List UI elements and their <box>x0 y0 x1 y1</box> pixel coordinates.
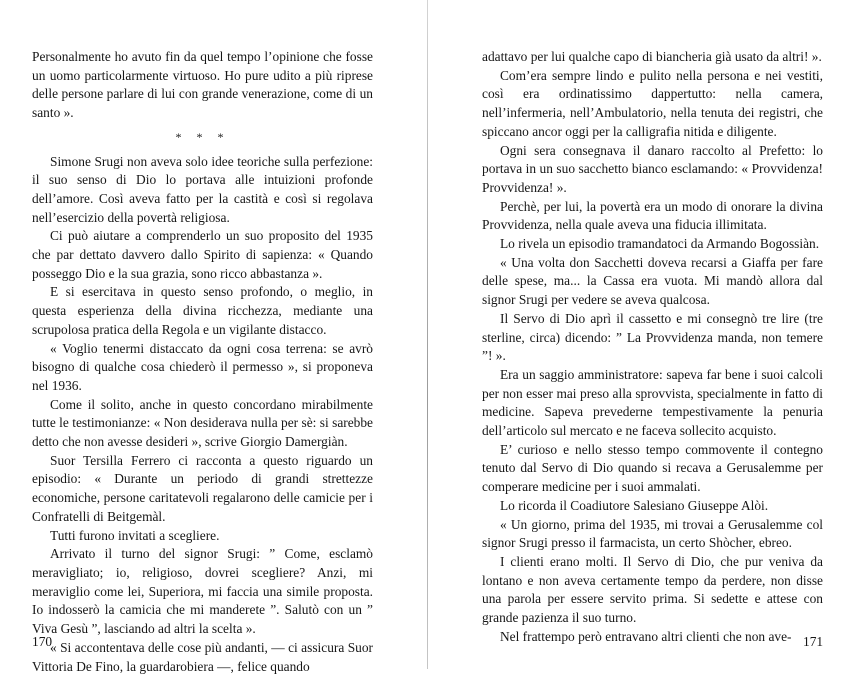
paragraph: Ogni sera consegnava il danaro raccolto al Prefetto: lo portava in un suo sacchetto bianco esclamando: « Provvidenza! Provvidenza! ». <box>482 142 823 195</box>
paragraph: Personalmente ho avuto fin da quel tempo l’opinione che fosse un uomo particolarmente virtuoso. Ho pure udito a più riprese delle persone parlare di lui con grande venerazione, come di un santo ». <box>32 49 373 121</box>
paragraph: Tutti furono invitati a scegliere. <box>50 527 220 543</box>
left-page <box>32 48 373 676</box>
paragraph: Perchè, per lui, la povertà era un modo di onorare la divina Provvidenza, nella quale aveva una fiducia illimitata. <box>482 198 823 233</box>
paragraph: Era un saggio amministratore: sapeva far bene i suoi calcoli per non esser mai preso alla sprovvista, specialmente in fatto di medicine. Sapeva prevederne tempestivamente la penuria dell’articolo sul mercato e ne faceva sollecito acquisto. <box>482 366 823 439</box>
paragraph: Lo rivela un episodio tramandatoci da Armando Bogossiàn. <box>500 236 820 252</box>
paragraph: Lo ricorda il Coadiutore Salesiano Giuseppe Alòi. <box>500 497 769 513</box>
page-number-left: 170 <box>32 634 53 649</box>
page-number-right: 171 <box>803 634 824 649</box>
paragraph: Ci può aiutare a comprenderlo un suo proposito del 1935 che par dettato davvero dallo Spirito di sapienza: « Quando posseggo Dio e la sua grazia, sono ricco abbastanza ». <box>32 228 373 281</box>
paragraph: « Voglio tenermi distaccato da ogni cosa terrena: se avrò bisogno di qualche cosa chiederò il permesso », si proponeva nel 1936. <box>32 340 373 393</box>
book-gutter <box>427 0 428 669</box>
paragraph: « Un giorno, prima del 1935, mi trovai a Gerusalemme col signor Srugi presso il farmacista, un certo Shòcher, ebreo. <box>482 516 823 551</box>
paragraph: Come il solito, anche in questo concordano mirabilmente tutte le testimonianze: « Non desiderava nulla per sè: si sarebbe detto che non avesse desideri », scrive Giorgio Damergiàn. <box>32 396 373 450</box>
paragraph: « Una volta don Sacchetti doveva recarsi a Giaffa per fare delle spese, ma... la Cassa era vuota. Mi mandò allora dal signor Srugi per vedere se aveva qualcosa. <box>482 254 823 308</box>
paragraph: E si esercitava in questo senso profondo, o meglio, in questa esperienza della divina ricchezza, mediante una scrupolosa pratica della Regola e un vigilante distacco. <box>32 284 373 337</box>
right-page <box>482 48 823 647</box>
paragraph: Simone Srugi non aveva solo idee teoriche sulla perfezione: il suo senso di Dio lo portava alle intuizioni profonde dell’amore. Così aveva fatto per la castità e così si regolava nell’esercizio della povertà religiosa. <box>32 153 373 225</box>
paragraph: E’ curioso e nello stesso tempo commovente il contegno tenuto dal Servo di Dio quando si recava a Gerusalemme per comperare medicine per i suoi ammalati. <box>482 441 823 495</box>
paragraph: I clienti erano molti. Il Servo di Dio, che pur veniva da lontano e non aveva certamente tempo da perdere, non disse una parola per essere servito prima. Si sedette e attese con grande pazienza il suo turno. <box>482 553 823 626</box>
paragraph: adattavo per lui qualche capo di biancheria già usato da altri! ». <box>482 49 822 64</box>
paragraph: Nel frattempo però entravano altri clienti che non ave- <box>500 628 792 644</box>
paragraph: Arrivato il turno del signor Srugi: ” Come, esclamò meravigliato; io, religioso, dovrei scegliere? Anzi, mi meraviglio come lei, Superiora, mi faccia una simile proposta. Io indosserò la camicia che mi manderete ”. Salutò con un ” Viva Gesù ”, lasciando ad altri la scelta ». <box>32 546 373 637</box>
paragraph: Com’era sempre lindo e pulito nella persona e nei vestiti, così era ordinatissimo dappertutto: nella camera, nell’infermeria, nell’Ambulatorio, nella tenuta dei registri, che spiccano ancor oggi per la calligrafia nitida e diligente. <box>482 67 823 139</box>
paragraph: Suor Tersilla Ferrero ci racconta a questo riguardo un episodio: « Durante un periodo di grandi strettezze economiche, persone caritatevoli regalarono delle camicie per i Confratelli di Beitgemàl. <box>32 452 373 524</box>
section-separator: * * * <box>175 129 230 144</box>
paragraph: « Si accontentava delle cose più andanti, — ci assicura Suor Vittoria De Fino, la guardarobiera —, felice quando <box>32 639 373 674</box>
paragraph: Il Servo di Dio aprì il cassetto e mi consegnò tre lire (tre sterline, circa) dicendo: ” La Provvidenza manda, non temere ”! ». <box>482 310 823 364</box>
